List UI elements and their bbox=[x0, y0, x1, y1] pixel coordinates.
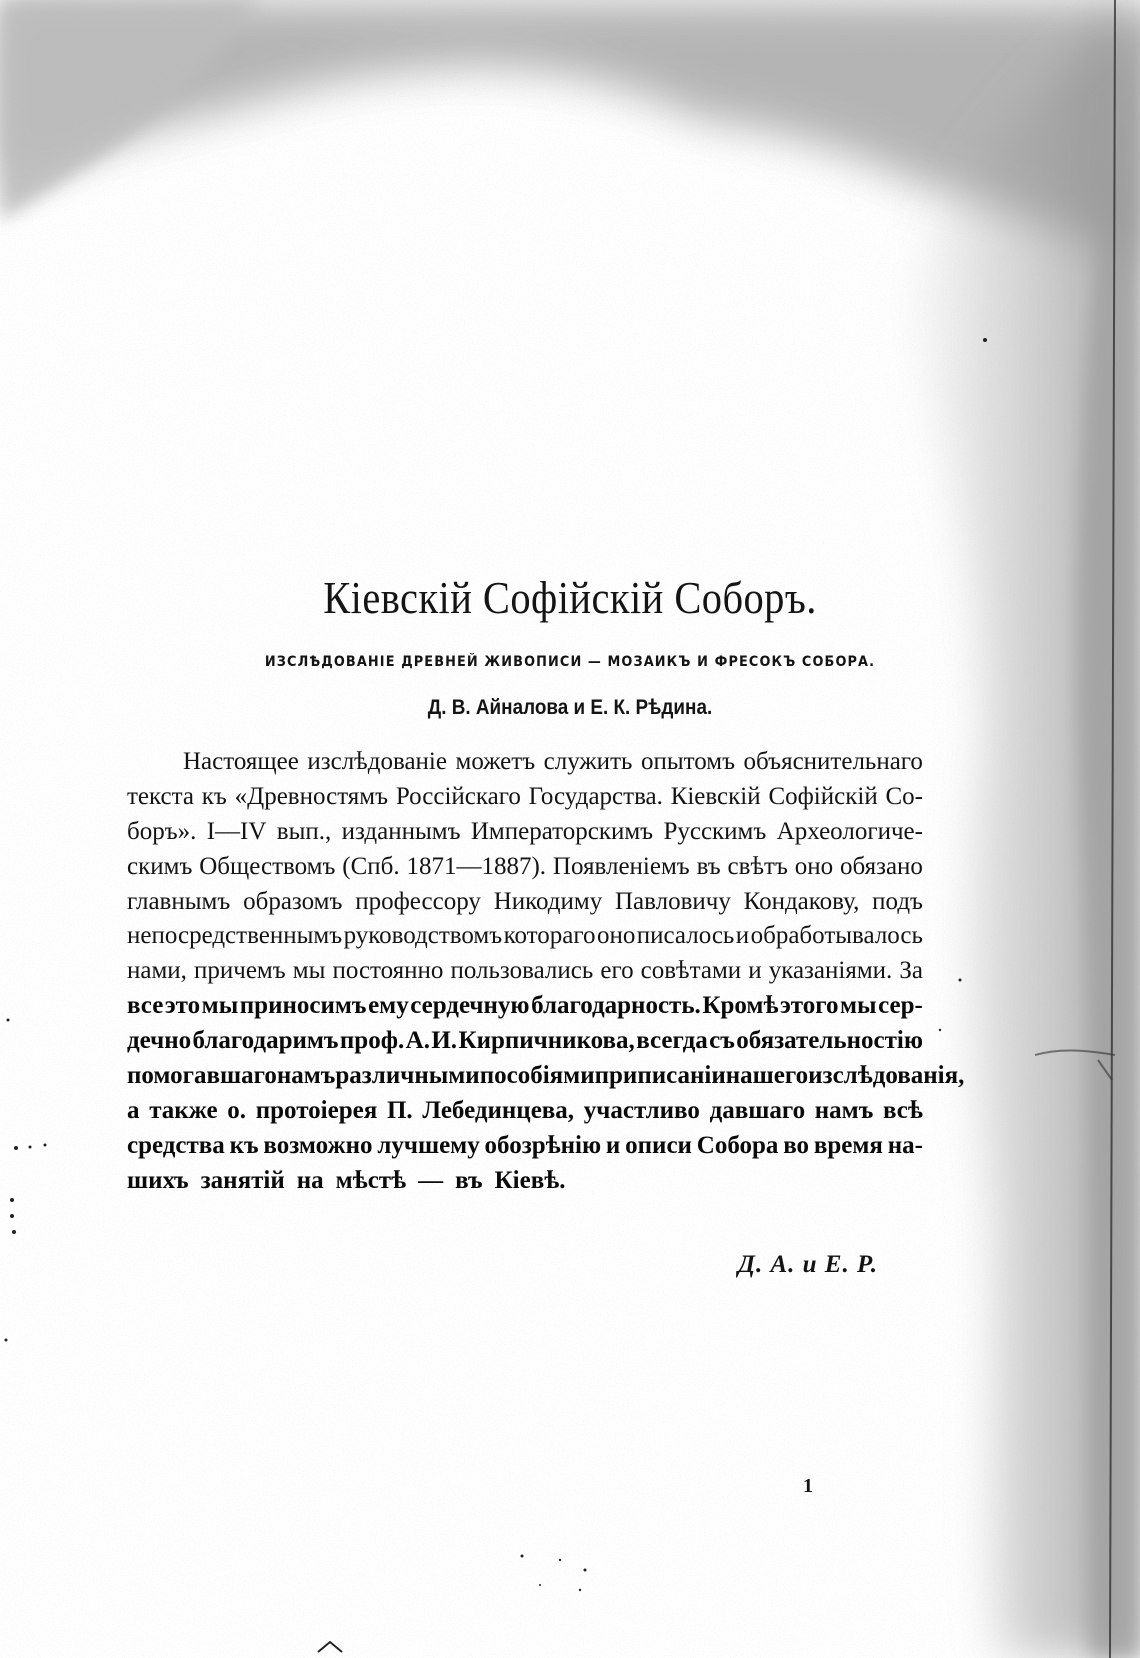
body-line: непосредственнымъ руководствомъ котораго оно писалось и обработывалось bbox=[127, 922, 923, 950]
body-line: помогавшаго намъ различными пособіями при писаніи нашего изслѣдованія, bbox=[127, 1062, 965, 1090]
document-title: Кіевскій Софійскій Соборъ. bbox=[323, 572, 817, 623]
body-line: а также о. протоіерея П. Лебединцева, участливо давшаго намъ всѣ bbox=[127, 1096, 923, 1124]
body-paragraph bbox=[127, 745, 965, 1199]
body-line: дечно благодаримъ проф. А. И. Кирпичникова, всегда съ обязательностію bbox=[127, 1027, 923, 1055]
body-line: все это мы приносимъ ему сердечную благодарность. Кромѣ этого мы сер- bbox=[127, 992, 923, 1020]
body-line: Настоящее изслѣдованіе можетъ служить опытомъ объяснительнаго bbox=[183, 748, 923, 775]
body-line: боръ». I—IV вып., изданнымъ Императорскимъ Русскимъ Археологиче- bbox=[127, 817, 923, 845]
body-line: средства къ возможно лучшему обозрѣнію и описи Собора во время на- bbox=[127, 1131, 923, 1159]
body-line: главнымъ образомъ профессору Никодиму Павловичу Кондакову, подъ bbox=[127, 887, 923, 915]
body-line: скимъ Обществомъ (Спб. 1871—1887). Появленіемъ въ свѣтъ оно обязано bbox=[127, 852, 923, 880]
page-number: 1 bbox=[803, 1475, 813, 1497]
document-authors: Д. В. Айналова и Е. К. Рѣдина. bbox=[427, 696, 713, 719]
body-line: текста къ «Древностямъ Россійскаго Государства. Кіевскій Софійскій Со- bbox=[127, 782, 923, 810]
body-line: нами, причемъ мы постоянно пользовались его совѣтами и указаніями. За bbox=[127, 957, 923, 985]
signature: Д. А. и Е. Р. bbox=[737, 1251, 878, 1278]
body-line: шихъ занятій на мѣстѣ — въ Кіевѣ. bbox=[127, 1166, 566, 1194]
document-subtitle: ИЗСЛѢДОВАНІЕ ДРЕВНЕЙ ЖИВОПИСИ — МОЗАИКЪ И ФРЕСОКЪ СОБОРА. bbox=[264, 654, 876, 670]
